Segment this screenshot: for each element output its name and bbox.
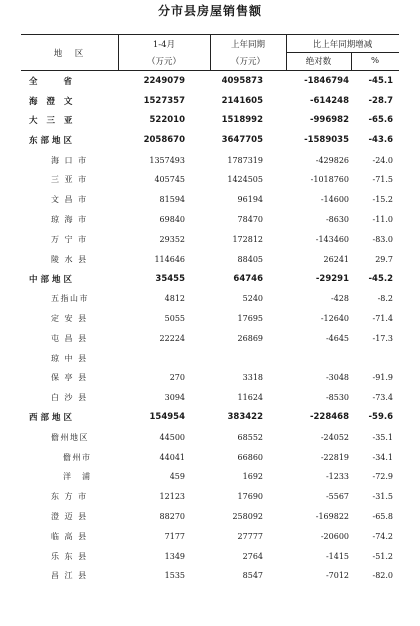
region-name: 琼 海 市 [51,214,88,224]
table-row [21,210,399,230]
value-last-year: 66860 [237,452,263,462]
table-row [21,229,399,249]
value-current: 270 [169,373,185,383]
value-current: 405745 [154,175,185,185]
value-percent-change: -31.5 [372,492,393,502]
value-current: 88270 [159,511,185,521]
value-last-year: 5240 [242,294,263,304]
header-last-year-unit: （万元） [230,57,265,67]
value-percent-change: -71.5 [372,175,393,185]
value-absolute-change: -1846794 [304,75,349,86]
value-last-year: 258092 [232,511,263,521]
value-absolute-change: -1415 [325,551,349,561]
table-row [21,507,399,527]
value-absolute-change: -22819 [320,452,349,462]
value-current: 44500 [159,432,185,442]
value-percent-change: -73.4 [372,393,393,403]
value-absolute-change: -12640 [320,313,349,323]
header-percent: % [370,56,380,66]
value-percent-change: -43.6 [368,135,393,146]
region-name: 白 沙 县 [51,393,88,403]
value-last-year: 8547 [242,571,263,581]
value-percent-change: -34.1 [372,452,393,462]
value-last-year: 1787319 [227,155,263,165]
value-percent-change: -24.0 [372,155,393,165]
table-row [21,170,399,190]
value-absolute-change: -14600 [320,195,349,205]
value-absolute-change: -24052 [320,432,349,442]
value-percent-change: -17.3 [372,333,393,343]
value-last-year: 1692 [242,472,263,482]
value-percent-change: -65.8 [372,511,393,521]
value-percent-change: -45.1 [368,75,393,86]
value-current: 154954 [149,412,185,423]
value-percent-change: -83.0 [372,234,393,244]
value-last-year: 172812 [232,234,263,244]
region-name: 海 澄 文 [29,96,76,107]
region-name: 定 安 县 [51,313,88,323]
region-name: 陵 水 县 [51,254,88,264]
value-last-year: 64746 [233,273,263,284]
header-current-unit: （万元） [146,57,181,67]
value-percent-change: -11.0 [372,214,393,224]
header-growth: 比上年同期增减 [312,39,373,50]
value-current: 7177 [164,531,185,541]
value-current: 3094 [164,393,185,403]
table-row [21,388,399,408]
table-row [21,447,399,467]
region-name: 昌 江 县 [51,571,88,581]
value-last-year: 17695 [237,313,263,323]
value-absolute-change: -428 [331,294,349,304]
value-last-year: 11624 [237,393,263,403]
value-absolute-change: -20600 [320,531,349,541]
table-row [21,249,399,269]
header-region: 地 区 [53,48,86,59]
value-absolute-change: -1233 [325,472,349,482]
region-name: 屯 昌 县 [51,333,88,343]
table-row [21,150,399,170]
region-name: 儋州地区 [51,432,89,442]
value-current: 12123 [159,492,185,502]
table-row [21,487,399,507]
region-name: 五指山市 [51,294,89,304]
value-absolute-change: -429826 [315,155,349,165]
table-row [21,467,399,487]
value-current: 1527357 [143,95,185,106]
value-last-year: 96194 [237,195,263,205]
value-last-year: 1518992 [221,115,263,126]
table-row [21,566,399,586]
region-name: 大 三 亚 [29,116,76,127]
value-absolute-change: -8630 [325,214,349,224]
value-current: 22224 [159,333,185,343]
value-current: 2249079 [143,75,185,86]
region-name: 儋州市 [63,452,92,462]
region-name: 澄 迈 县 [51,511,88,521]
value-current: 5055 [164,313,185,323]
region-name: 海 口 市 [51,155,88,165]
value-last-year: 27777 [237,531,263,541]
value-absolute-change: -996982 [309,115,349,126]
table-row [21,546,399,566]
value-last-year: 3318 [242,373,263,383]
table-body [21,71,399,586]
table-row [21,130,399,150]
value-last-year: 68552 [237,432,263,442]
value-current: 69840 [159,214,185,224]
table-row [21,309,399,329]
region-name: 万 宁 市 [51,234,88,244]
value-percent-change: 29.7 [375,254,393,264]
value-current: 1535 [164,571,185,581]
value-current: 459 [169,472,185,482]
table-row [21,348,399,368]
header-current-period: 1-4月 [152,39,176,50]
value-current: 1357493 [149,155,185,165]
region-name: 全 省 [29,76,76,87]
region-name: 临 高 县 [51,531,88,541]
header-absolute: 绝对数 [305,57,332,67]
value-absolute-change: -614248 [309,95,349,106]
value-absolute-change: -29291 [315,273,349,284]
value-current: 522010 [149,115,185,126]
value-absolute-change: -1018760 [310,175,349,185]
value-current: 35455 [155,273,185,284]
value-absolute-change: -4645 [325,333,349,343]
value-percent-change: -45.2 [368,273,393,284]
value-current: 81594 [159,195,185,205]
value-absolute-change: -8530 [325,393,349,403]
header-last-year: 上年同期 [230,39,265,50]
table-row [21,368,399,388]
table-row [21,526,399,546]
table-row [21,408,399,428]
value-last-year: 78470 [237,214,263,224]
value-current: 1349 [164,551,185,561]
value-percent-change: -74.2 [372,531,393,541]
value-last-year: 17690 [237,492,263,502]
value-current: 2058670 [143,135,185,146]
region-name: 保 亭 县 [51,373,88,383]
value-current: 29352 [159,234,185,244]
region-name: 乐 东 县 [51,551,88,561]
value-last-year: 2764 [242,551,263,561]
value-percent-change: -51.2 [372,551,393,561]
value-percent-change: -82.0 [372,571,393,581]
value-percent-change: -28.7 [368,95,393,106]
value-last-year: 26869 [237,333,263,343]
table-row [21,190,399,210]
region-name: 洋 浦 [63,472,92,482]
value-absolute-change: -7012 [325,571,349,581]
region-name: 西部地区 [29,413,76,424]
value-absolute-change: -228468 [309,412,349,423]
page-title: 分市县房屋销售额 [157,4,262,18]
sales-table [21,34,399,586]
table-row [21,269,399,289]
value-absolute-change: 26241 [323,254,349,264]
region-name: 中部地区 [29,274,76,285]
value-last-year: 3647705 [221,135,263,146]
table-row [21,111,399,131]
table-row [21,91,399,111]
value-percent-change: -59.6 [368,412,393,423]
value-percent-change: -72.9 [372,472,393,482]
table-row [21,289,399,309]
value-percent-change: -91.9 [372,373,393,383]
value-last-year: 383422 [227,412,263,423]
region-name: 琼 中 县 [51,353,88,363]
value-last-year: 1424505 [227,175,263,185]
value-percent-change: -71.4 [372,313,393,323]
value-percent-change: -35.1 [372,432,393,442]
value-percent-change: -15.2 [372,195,393,205]
value-current: 44041 [159,452,185,462]
region-name: 东部地区 [29,136,76,147]
value-current: 4812 [164,294,185,304]
table-header [21,35,399,71]
value-percent-change: -8.2 [377,294,393,304]
value-absolute-change: -3048 [325,373,349,383]
value-current: 114646 [154,254,185,264]
value-absolute-change: -1589035 [304,135,349,146]
value-absolute-change: -143460 [315,234,349,244]
value-last-year: 2141605 [221,95,263,106]
region-name: 东 方 市 [51,492,88,502]
table-row [21,328,399,348]
table-row [21,427,399,447]
region-name: 文 昌 市 [51,195,88,205]
value-absolute-change: -169822 [315,511,349,521]
value-absolute-change: -5567 [325,492,349,502]
table-row [21,71,399,91]
value-percent-change: -65.6 [368,115,393,126]
value-last-year: 4095873 [221,75,263,86]
region-name: 三 亚 市 [51,175,88,185]
value-last-year: 88405 [237,254,263,264]
